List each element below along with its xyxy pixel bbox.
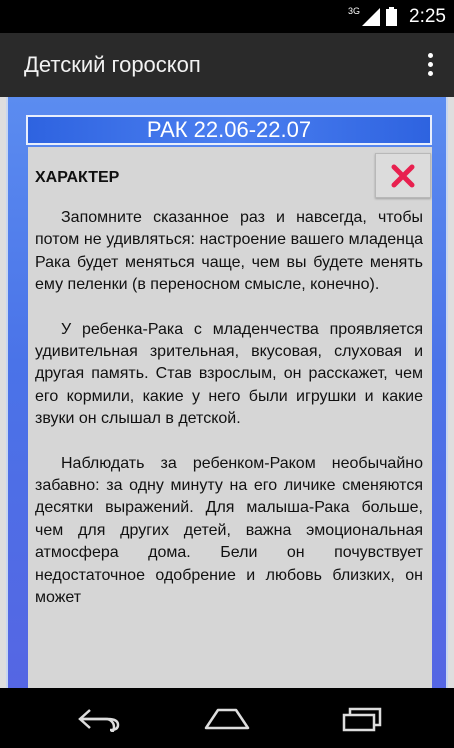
- paragraph: Наблюдать за ребенком-Раком необычайно забавно: за одну минуту на его личике сменяются десятки выражений. Для малыша-Рака больше, чем для других детей, важна эмоциональная атмосфера дома. Бели он почувствует недостаточное одобрение и любовь близких, он может: [35, 454, 423, 607]
- sign-header: РАК 22.06-22.07: [26, 115, 432, 145]
- app-title: Детский гороскоп: [24, 52, 201, 77]
- recent-apps-icon: [340, 706, 386, 732]
- battery-icon: [386, 7, 397, 26]
- description-card[interactable]: [28, 147, 432, 688]
- signal-icon: [362, 8, 380, 26]
- recent-apps-button[interactable]: [340, 706, 386, 732]
- back-icon: [76, 706, 122, 732]
- close-button[interactable]: [375, 153, 431, 198]
- clock: 2:25: [409, 5, 446, 27]
- paragraph: У ребенка-Рака с младенчества проявляется удивительная зрительная, вкусовая, слуховая и другая память. Став взрослым, он расскажет, чем его кормили, какие у него были игрушки и какие звуки он слышал в детской.: [35, 320, 423, 428]
- more-vert-icon[interactable]: [424, 53, 436, 79]
- home-icon: [204, 706, 250, 732]
- network-type-label: 3G: [348, 5, 361, 16]
- content-area: [0, 97, 454, 688]
- description-text: [35, 207, 423, 632]
- close-icon: [390, 163, 416, 189]
- home-button[interactable]: [204, 706, 250, 732]
- back-button[interactable]: [76, 706, 122, 732]
- navigation-bar: [0, 688, 454, 748]
- horoscope-panel: [6, 97, 448, 688]
- status-icons: [348, 4, 446, 29]
- app-bar: [0, 33, 454, 97]
- status-bar: [0, 0, 454, 33]
- section-title: ХАРАКТЕР: [35, 169, 120, 186]
- paragraph: Запомните сказанное раз и навсегда, чтобы потом не удивляться: настроение вашего младенца Рака будет меняться чаще, чем вы будете менять ему пеленки (в переносном смысле, конечно).: [35, 209, 423, 294]
